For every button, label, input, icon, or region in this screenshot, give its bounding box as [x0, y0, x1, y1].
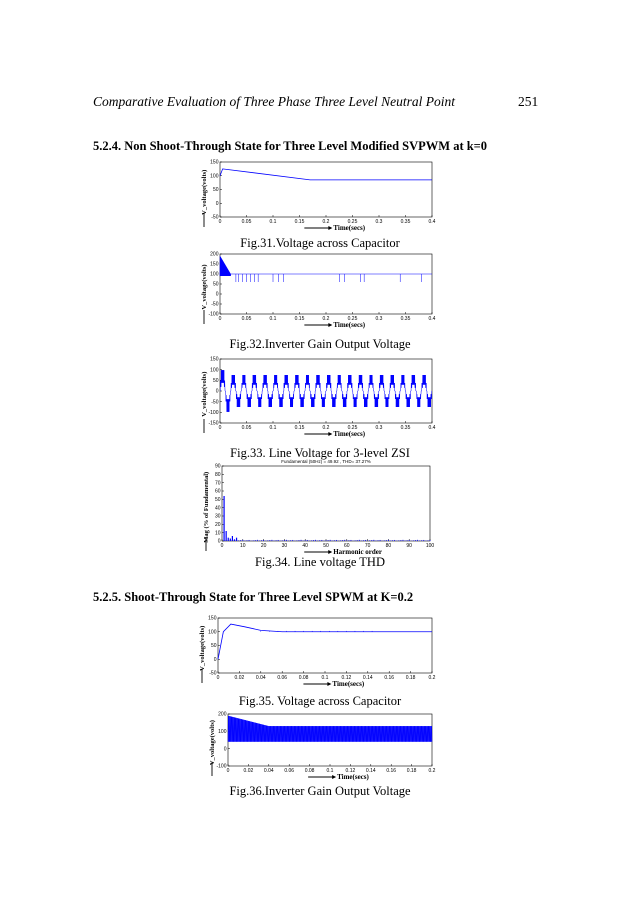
y-tick-label: 50	[210, 643, 217, 650]
harmonic-bar-minor	[380, 540, 381, 541]
x-tick-label: 0	[226, 768, 230, 774]
harmonic-bar-minor	[299, 540, 300, 541]
harmonic-bar-minor	[334, 540, 335, 541]
y-tick-label: 200	[218, 711, 227, 718]
y-tick-label: 50	[212, 377, 219, 384]
harmonic-bar-minor	[430, 540, 431, 541]
x-axis-arrowhead	[327, 682, 331, 686]
harmonic-bar-minor	[292, 540, 293, 541]
y-tick-label: 0	[215, 200, 219, 207]
y-tick-label: 0	[215, 291, 219, 298]
x-tick-label: 0.14	[362, 675, 373, 681]
x-tick-label: 0.05	[241, 316, 252, 322]
figure-32-inverter-output	[200, 250, 440, 340]
plot-area	[220, 254, 432, 314]
harmonic-bar-minor	[288, 540, 289, 541]
harmonic-bar-minor	[307, 540, 308, 541]
harmonic-bar-minor	[313, 540, 314, 541]
harmonic-bar-minor	[328, 540, 329, 541]
harmonic-bar-minor	[384, 540, 385, 541]
harmonic-bar-minor	[423, 540, 424, 541]
harmonic-bar-minor	[355, 540, 356, 541]
harmonic-bar-minor	[428, 540, 429, 541]
harmonic-bar-minor	[398, 540, 399, 541]
y-axis-label: V_voltage(volts)	[201, 169, 208, 215]
x-tick-label: 0.1	[269, 425, 277, 431]
harmonic-bar-minor	[286, 540, 287, 541]
harmonic-bar-minor	[407, 540, 408, 541]
x-tick-label: 0.2	[322, 425, 330, 431]
y-tick-label: 150	[208, 615, 217, 622]
y-tick-label: 90	[214, 463, 221, 470]
x-tick-label: 0.05	[241, 219, 252, 225]
harmonic-bar-minor	[394, 540, 395, 541]
harmonic-bar-minor	[317, 540, 318, 541]
y-tick-label: 150	[210, 159, 219, 166]
x-tick-label: 0.14	[365, 768, 376, 774]
running-title: Comparative Evaluation of Three Phase Three Level Neutral Point	[93, 94, 455, 109]
x-tick-label: 0.15	[294, 316, 305, 322]
harmonic-bar-minor	[417, 540, 418, 541]
harmonic-bar-minor	[359, 540, 360, 541]
harmonic-bar-minor	[305, 540, 306, 541]
harmonic-bar-minor	[376, 540, 377, 541]
harmonic-bar-minor	[421, 540, 422, 541]
harmonic-bar-minor	[319, 540, 320, 541]
figure-35-capacitor-voltage	[200, 614, 440, 699]
x-tick-label: 0.15	[294, 219, 305, 225]
harmonic-bar-minor	[296, 540, 297, 541]
harmonic-bar-minor	[415, 540, 416, 541]
y-tick-label: 50	[214, 496, 221, 503]
harmonic-bar-minor	[344, 540, 345, 541]
harmonic-bar	[232, 536, 233, 541]
thd-title: Fundamental (50Hz) = 49.92 , THD= 37.27%	[281, 459, 371, 464]
x-axis-label: Time(secs)	[332, 680, 365, 688]
x-tick-label: 0.06	[277, 675, 288, 681]
harmonic-bar-minor	[400, 540, 401, 541]
x-tick-label: 0.35	[400, 219, 411, 225]
harmonic-bar-minor	[276, 540, 277, 541]
x-tick-label: 0.25	[347, 219, 358, 225]
x-tick-label: 0.18	[405, 675, 416, 681]
harmonic-bar	[228, 538, 229, 541]
harmonic-bar-minor	[336, 540, 337, 541]
y-tick-label: -50	[211, 301, 219, 308]
harmonic-bar-minor	[390, 540, 391, 541]
x-tick-label: 0.12	[341, 675, 352, 681]
harmonic-bar-minor	[290, 540, 291, 541]
harmonic-bar-minor	[263, 540, 264, 541]
harmonic-bar-minor	[419, 540, 420, 541]
y-tick-label: -50	[211, 214, 219, 221]
plot-area	[220, 162, 432, 217]
x-tick-label: 0.3	[375, 425, 383, 431]
x-tick-label: 0.2	[322, 316, 330, 322]
harmonic-bar-minor	[253, 540, 254, 541]
harmonic-bar	[236, 538, 237, 541]
x-tick-label: 0	[218, 219, 222, 225]
harmonic-bar-minor	[363, 540, 364, 541]
y-axis-label: V_voltage(volts)	[201, 264, 208, 310]
x-tick-label: 0.12	[345, 768, 356, 774]
x-tick-label: 0.4	[428, 425, 436, 431]
x-tick-label: 0.16	[386, 768, 397, 774]
x-tick-label: 0.1	[269, 316, 277, 322]
x-tick-label: 0.15	[294, 425, 305, 431]
x-tick-label: 0.06	[284, 768, 295, 774]
harmonic-bar	[230, 539, 231, 542]
harmonic-bar-minor	[311, 540, 312, 541]
y-axis-label: V_voltage(volts)	[199, 625, 206, 671]
harmonic-bar-minor	[409, 540, 410, 541]
harmonic-bar-minor	[351, 540, 352, 541]
x-tick-label: 0.2	[428, 768, 436, 774]
harmonic-bar-minor	[257, 540, 258, 541]
harmonic-bar-minor	[269, 540, 270, 541]
y-tick-label: -100	[208, 409, 219, 416]
y-tick-label: -100	[216, 763, 227, 770]
y-tick-label: 60	[214, 488, 221, 495]
y-tick-label: 100	[210, 367, 219, 374]
caption-fig33: Fig.33. Line Voltage for 3-level ZSI	[230, 446, 410, 460]
y-tick-label: 100	[218, 728, 227, 735]
y-tick-label: -50	[211, 399, 219, 406]
y-tick-label: 0	[213, 656, 217, 663]
figure-36-inverter-output	[200, 710, 440, 795]
y-axis-label: V_voltage(volts)	[201, 371, 208, 417]
harmonic-bar-minor	[373, 540, 374, 541]
harmonic-bar-minor	[326, 540, 327, 541]
harmonic-bar-minor	[342, 540, 343, 541]
x-tick-label: 0.16	[384, 675, 395, 681]
y-tick-label: 20	[214, 521, 221, 528]
harmonic-bar-minor	[392, 540, 393, 541]
harmonic-bar-minor	[332, 540, 333, 541]
harmonic-bar-minor	[365, 540, 366, 541]
y-tick-label: 100	[210, 173, 219, 180]
x-tick-label: 0.4	[428, 316, 436, 322]
x-tick-label: 0	[218, 316, 222, 322]
x-tick-label: 0.08	[298, 675, 309, 681]
x-axis-label: Harmonic order	[333, 548, 383, 556]
x-tick-label: 0.02	[243, 768, 254, 774]
x-tick-label: 0.04	[263, 768, 274, 774]
y-tick-label: 0	[215, 388, 219, 395]
harmonic-bar-minor	[274, 540, 275, 541]
x-tick-label: 0.4	[428, 219, 436, 225]
x-tick-label: 0.25	[347, 425, 358, 431]
y-tick-label: 200	[210, 251, 219, 258]
x-tick-label: 0.2	[322, 219, 330, 225]
x-tick-label: 0.3	[375, 316, 383, 322]
x-tick-label: 0	[220, 543, 224, 549]
harmonic-bar-minor	[315, 540, 316, 541]
harmonic-bar-minor	[357, 540, 358, 541]
y-tick-label: 40	[214, 505, 221, 512]
harmonic-bar-minor	[240, 540, 241, 541]
harmonic-bar-minor	[238, 540, 239, 541]
harmonic-bar-minor	[267, 540, 268, 541]
section-heading-5-2-5: 5.2.5. Shoot-Through State for Three Level SPWM at K=0.2	[93, 590, 414, 604]
x-tick-label: 0.04	[255, 675, 266, 681]
x-axis-label: Time(secs)	[333, 224, 366, 232]
harmonic-bar-minor	[247, 540, 248, 541]
harmonic-bar-minor	[403, 540, 404, 541]
caption-fig34: Fig.34. Line voltage THD	[255, 555, 385, 569]
x-axis-arrowhead	[332, 775, 336, 779]
x-tick-label: 0.3	[375, 219, 383, 225]
harmonic-bar-minor	[244, 540, 245, 541]
y-tick-label: 30	[214, 513, 221, 520]
section-heading-5-2-4: 5.2.4. Non Shoot-Through State for Three Level Modified SVPWM at k=0	[93, 139, 488, 153]
page-number: 251	[518, 94, 539, 109]
x-tick-label: 0	[216, 675, 220, 681]
harmonic-bar-minor	[284, 540, 285, 541]
x-tick-label: 0.05	[241, 425, 252, 431]
x-tick-label: 70	[364, 543, 371, 549]
x-tick-label: 50	[323, 543, 329, 549]
figure-33-line-voltage	[200, 355, 440, 450]
y-tick-label: 70	[214, 480, 221, 487]
caption-fig32: Fig.32.Inverter Gain Output Voltage	[229, 337, 411, 351]
y-tick-label: 50	[212, 281, 219, 288]
y-tick-label: 100	[208, 629, 217, 636]
x-tick-label: 10	[240, 543, 246, 549]
harmonic-bar-minor	[405, 540, 406, 541]
x-axis-label: Time(secs)	[333, 430, 366, 438]
x-axis-arrowhead	[328, 550, 332, 554]
harmonic-bar	[223, 496, 224, 541]
x-axis-arrowhead	[328, 323, 332, 327]
y-tick-label: 0	[223, 746, 227, 753]
x-axis-label: Time(secs)	[333, 321, 366, 329]
x-tick-label: 90	[406, 543, 412, 549]
x-axis-arrowhead	[328, 432, 332, 436]
x-tick-label: 0.08	[304, 768, 315, 774]
x-tick-label: 80	[385, 543, 392, 549]
harmonic-bar-minor	[378, 540, 379, 541]
x-tick-label: 0.1	[321, 675, 329, 681]
harmonic-bar-minor	[303, 540, 304, 541]
y-tick-label: 50	[212, 187, 219, 194]
y-axis-label: V_voltage(volts)	[209, 720, 216, 766]
harmonic-bar-minor	[361, 540, 362, 541]
caption-fig36: Fig.36.Inverter Gain Output Voltage	[229, 784, 411, 798]
x-tick-label: 40	[302, 543, 308, 549]
harmonic-bar-minor	[255, 540, 256, 541]
x-tick-label: 0.18	[406, 768, 417, 774]
x-tick-label: 0.35	[400, 425, 411, 431]
harmonic-bar-minor	[272, 540, 273, 541]
harmonic-bar	[226, 531, 227, 541]
harmonic-bar-minor	[388, 540, 389, 541]
harmonic-bar-minor	[249, 540, 250, 541]
harmonic-bar-minor	[259, 540, 260, 541]
harmonic-bar-minor	[282, 540, 283, 541]
harmonic-bar-minor	[301, 540, 302, 541]
plot-area	[218, 618, 432, 673]
harmonic-bar-minor	[321, 540, 322, 541]
figure-34-thd-spectrum	[200, 456, 440, 561]
harmonic-bar-minor	[386, 540, 387, 541]
y-tick-label: -150	[208, 420, 219, 427]
x-tick-label: 20	[260, 543, 267, 549]
y-tick-label: 80	[214, 471, 221, 478]
x-tick-label: 30	[281, 543, 288, 549]
x-axis-label: Time(secs)	[337, 773, 369, 781]
y-tick-label: 0	[217, 538, 221, 545]
harmonic-bar	[234, 539, 235, 541]
y-tick-label: -100	[208, 311, 219, 318]
x-tick-label: 0.2	[428, 675, 436, 681]
harmonic-bar-minor	[340, 540, 341, 541]
x-tick-label: 0.02	[234, 675, 245, 681]
x-tick-label: 0.25	[347, 316, 358, 322]
caption-fig35: Fig.35. Voltage across Capacitor	[238, 694, 402, 708]
harmonic-bar-minor	[413, 540, 414, 541]
y-tick-label: -50	[209, 670, 217, 677]
x-axis-arrowhead	[328, 226, 332, 230]
harmonic-bar-minor	[371, 540, 372, 541]
harmonic-bar-minor	[261, 540, 262, 541]
plot-area	[222, 466, 430, 541]
x-tick-label: 60	[344, 543, 350, 549]
y-tick-label: 100	[210, 271, 219, 278]
y-axis-label: Mag (% of Fundamental)	[203, 471, 210, 543]
x-tick-label: 0	[218, 425, 222, 431]
y-tick-label: 10	[214, 530, 221, 537]
y-tick-label: 150	[210, 261, 219, 268]
x-tick-label: 100	[425, 543, 435, 549]
harmonic-bar-minor	[242, 540, 243, 541]
harmonic-bar-minor	[369, 540, 370, 541]
harmonic-bar-minor	[346, 540, 347, 541]
y-tick-label: 150	[210, 356, 219, 363]
caption-fig31: Fig.31.Voltage across Capacitor	[240, 236, 400, 250]
x-tick-label: 0.1	[269, 219, 277, 225]
harmonic-bar-minor	[348, 540, 349, 541]
x-tick-label: 0.35	[400, 316, 411, 322]
harmonic-bar-minor	[330, 540, 331, 541]
x-tick-label: 0.1	[326, 768, 334, 774]
harmonic-bar-minor	[278, 540, 279, 541]
figure-31-capacitor-voltage	[200, 158, 440, 243]
